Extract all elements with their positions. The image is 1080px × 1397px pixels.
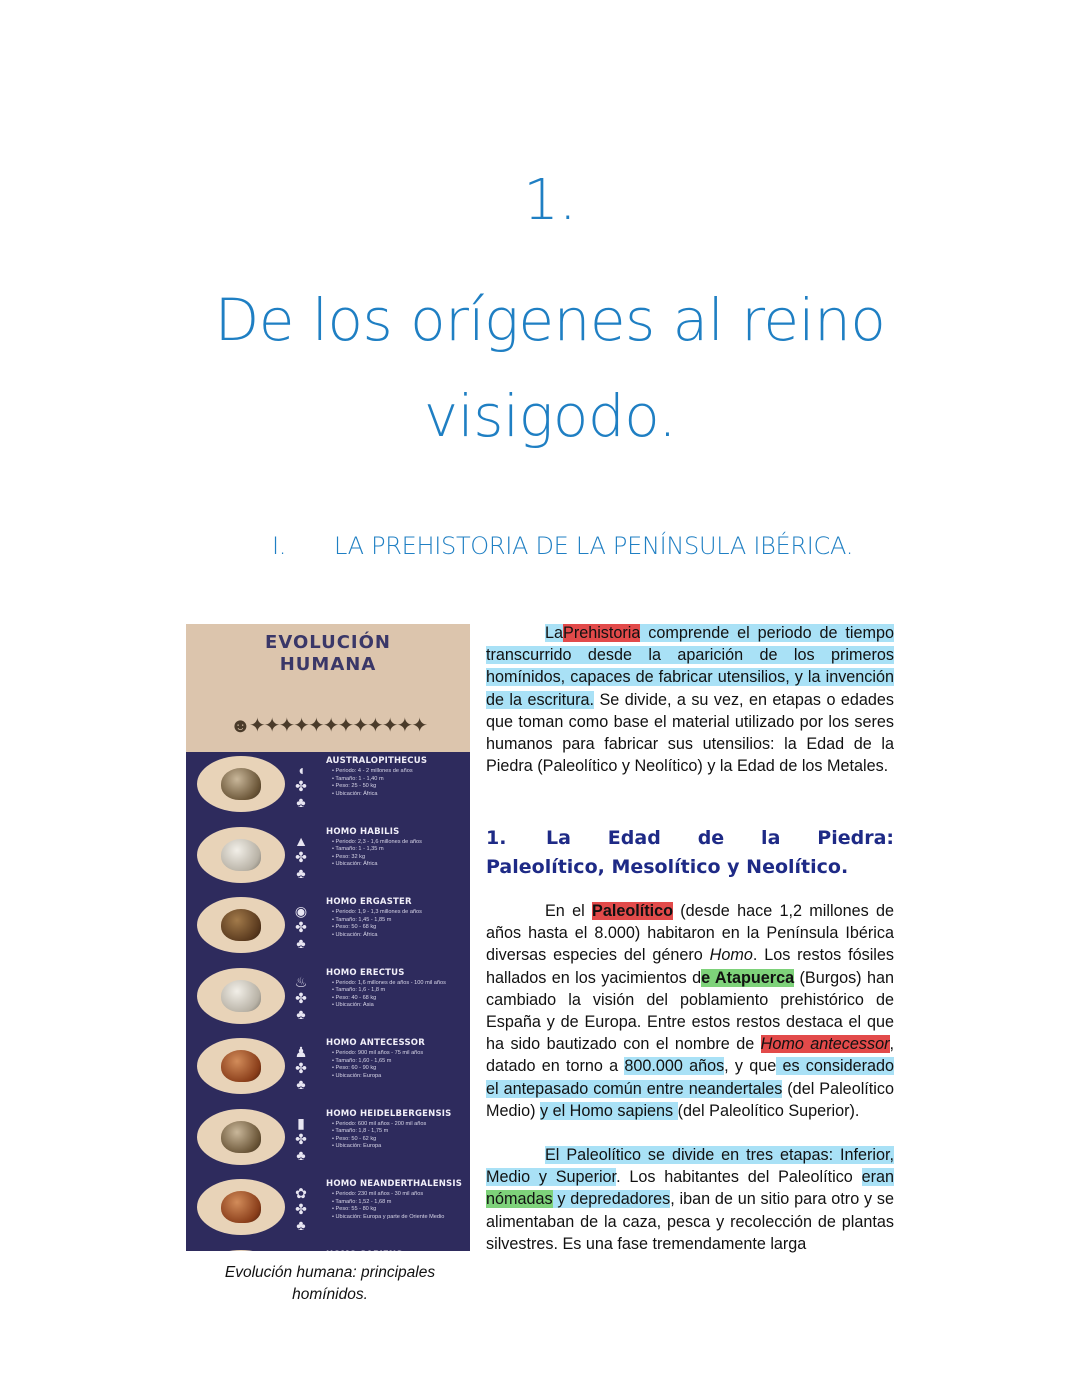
chapter-title: De los orígenes al reino visigodo.: [214, 286, 886, 450]
hominid-fact: • Peso: 60 - 90 kg: [332, 1065, 462, 1073]
hominid-row: [186, 960, 470, 1031]
paragraph-paleolitico: [486, 900, 894, 1122]
speech-icon: ◉ ✤ ♣: [294, 903, 308, 951]
hominid-fact: • Periodo: 2,3 - 1,6 millones de años: [332, 839, 462, 847]
skull-icon: [221, 768, 261, 800]
hominid-name: HOMO HABILIS: [326, 826, 400, 837]
para1-c-text: comprende el periodo de tiempo transcurrido desde la aparición de los primeros homínidos, capaces de fabricar utensilios, y la invención de la escritura.: [486, 624, 894, 709]
evolution-infographic: [186, 624, 470, 1251]
hominid-row: [186, 889, 470, 960]
term-nomadas: nómadas: [486, 1190, 553, 1209]
hominid-row: [186, 819, 470, 890]
infographic-title-line1: EVOLUCIÓN: [265, 632, 391, 653]
skull-portrait: [197, 897, 285, 953]
hominid-facts: [332, 1050, 462, 1080]
hominid-row: [186, 1101, 470, 1172]
para2-n: y el Homo sapiens: [539, 1101, 678, 1120]
subheading-title: La Edad de la Piedra: Paleolítico, Mesolítico y Neolítico.: [486, 827, 894, 878]
hominid-fact: • Tamaño: 1,6 - 1,8 m: [332, 987, 462, 995]
hominid-facts: [332, 909, 462, 939]
hominid-list: [186, 748, 470, 1251]
skull-portrait: [197, 1109, 285, 1165]
hominid-fact: • Periodo: 1,9 - 1,3 millones de años: [332, 909, 462, 917]
para2-c: (desde hace 1,2 millones de años hasta el 8.000) habitaron en la Península Ibérica diversas especies del género: [486, 902, 894, 965]
skull-portrait: [197, 1250, 285, 1252]
hominid-name: HOMO HEIDELBERGENSIS: [326, 1108, 452, 1119]
figure-caption: Evolución humana: principales homínidos.: [224, 1264, 436, 1303]
hominid-row: [186, 1242, 470, 1252]
para2-a: En el: [545, 902, 593, 920]
para3-a: El Paleolítico se divide en tres etapas: Inferior, Medio y Superior: [486, 1146, 894, 1187]
hominid-fact: • Peso: 40 - 68 kg: [332, 995, 462, 1003]
hominid-fact: • Peso: 25 - 50 kg: [332, 783, 462, 791]
grave-icon: ▮ ✤ ♣: [295, 1114, 307, 1163]
hominid-fact: • Periodo: 600 mil años - 200 mil años: [332, 1121, 462, 1129]
term-prehistoria: Prehistoria: [563, 624, 641, 642]
section-heading: [272, 532, 853, 560]
fire-icon: ♨ ✤ ♣: [294, 973, 308, 1022]
hominid-fact: • Ubicación: Asia: [332, 1002, 462, 1010]
hominid-row: [186, 1171, 470, 1242]
hominid-fact: • Periodo: 900 mil años - 75 mil años: [332, 1050, 462, 1058]
hominid-fact: • Tamaño: 1 - 1,40 m: [332, 776, 462, 784]
hominid-fact: • Periodo: 1,6 millones de años - 100 mil años: [332, 980, 462, 988]
term-800000: 800.000 años: [624, 1057, 725, 1076]
term-atapuerca: e Atapuerca: [701, 968, 795, 987]
skull-icon: [221, 1121, 261, 1153]
para2-k: , y que: [724, 1057, 777, 1076]
hominid-fact: • Ubicación: Europa: [332, 1143, 462, 1151]
hominid-fact: • Tamaño: 1,52 - 1,68 m: [332, 1199, 462, 1207]
para3-c: eran: [861, 1168, 894, 1187]
hominid-fact: • Ubicación: África: [332, 932, 462, 940]
skull-portrait: [197, 968, 285, 1024]
para2-m: (del Paleolítico Medio): [486, 1079, 894, 1120]
para3-b: . Los habitantes del Paleolítico: [616, 1168, 862, 1187]
stone-tool-icon: ▲ ✤ ♣: [294, 832, 308, 881]
hominid-fact: • Periodo: 230 mil años - 30 mil años: [332, 1191, 462, 1199]
section-number: I.: [272, 532, 287, 560]
skull-icon: [221, 1050, 261, 1082]
hominid-facts: [332, 768, 462, 798]
hominid-name: AUSTRALOPITHECUS: [326, 756, 428, 766]
para2-g: (Burgos) han cambiado la visión del poblamiento prehistórico de España y de Europa. Entre estos restos destaca el que ha sido bautizado con el nombre de: [486, 968, 894, 1054]
skull-icon: [221, 1191, 261, 1223]
hominid-name: [326, 1250, 403, 1252]
skull-portrait: [197, 1179, 285, 1235]
hominid-name: HOMO ANTECESSOR: [326, 1038, 425, 1048]
skull-icon: [221, 909, 261, 941]
hominid-fact: • Peso: 32 kg: [332, 854, 462, 862]
term-homo: Homo: [709, 946, 753, 965]
hominid-fact: • Ubicación: Europa: [332, 1073, 462, 1081]
hominid-fact: • Tamaño: 1,8 - 1,75 m: [332, 1128, 462, 1136]
hominid-name: HOMO NEANDERTHALENSIS: [326, 1179, 463, 1189]
paragraph-prehistoria: [486, 622, 894, 777]
brain-icon: ✿ ✤ ♣: [295, 1185, 307, 1233]
skull-portrait: [197, 756, 285, 812]
hominid-fact: • Periodo: 4 - 2 millones de años: [332, 768, 462, 776]
term-homo-antecessor: Homo antecessor: [760, 1035, 890, 1054]
hominid-fact: • Ubicación: Europa y parte de Oriente Medio: [332, 1214, 462, 1222]
hominid-fact: • Ubicación: África: [332, 791, 462, 799]
chapter-number: 1.: [523, 168, 577, 233]
hominid-fact: • Tamaño: 1,60 - 1,65 m: [332, 1058, 462, 1066]
hominid-fact: • Ubicación: África: [332, 861, 462, 869]
para2-o: (del Paleolítico Superior).: [677, 1101, 860, 1120]
hominid-facts: [332, 1121, 462, 1151]
hominid-facts: [332, 1191, 462, 1221]
hominid-fact: • Peso: 50 - 68 kg: [332, 924, 462, 932]
hominid-facts: [332, 980, 462, 1010]
hominid-fact: • Peso: 55 - 80 kg: [332, 1206, 462, 1214]
paragraph-etapas: [486, 1144, 894, 1255]
hominid-row: [186, 748, 470, 819]
hominid-fact: • Tamaño: 1,45 - 1,85 m: [332, 917, 462, 925]
hominid-fact: • Peso: 50 - 62 kg: [332, 1136, 462, 1144]
skull-icon: [221, 980, 261, 1012]
skull-portrait: [197, 1038, 285, 1094]
para3-e: y depredadores: [552, 1190, 671, 1209]
footprint-icon: ◖ ✤ ♣: [295, 762, 307, 810]
skull-icon: [221, 839, 261, 871]
subheading-edad-piedra: [486, 824, 894, 882]
infographic-title-line2: HUMANA: [279, 654, 377, 675]
para1-d: Se divide, a su vez, en etapas o edades que toman como base el material utilizado por los seres humanos para fabricar sus utensilios: la Edad de la Piedra (Paleolítico y Neolítico) y la Edad de los Metales.: [486, 690, 894, 776]
hominid-fact: • Tamaño: 1 - 1,35 m: [332, 846, 462, 854]
para2-l: es considerado el antepasado común entre neandertales: [486, 1057, 894, 1098]
hominid-name: HOMO ERGASTER: [326, 897, 412, 907]
para2-e: . Los restos fósiles hallados en los yacimientos d: [486, 946, 894, 987]
infographic-header: [186, 624, 470, 708]
people-icon: ♟ ✤ ♣: [294, 1044, 308, 1092]
hominid-name: HOMO ERECTUS: [326, 967, 405, 978]
section-title: LA PREHISTORIA DE LA PENÍNSULA IBÉRICA.: [334, 532, 854, 560]
hominid-row: [186, 1030, 470, 1101]
evolution-figures-strip: ☻✦✦✦✦✦✦✦✦✦✦✦✦: [186, 708, 470, 748]
skull-portrait: [197, 827, 285, 883]
para2-i: , datado en torno a: [486, 1035, 894, 1076]
para1-a: La: [545, 624, 564, 642]
term-paleolitico: Paleolítico: [592, 902, 673, 920]
subheading-number: 1.: [486, 827, 507, 849]
para3-f: , iban de un sitio para otro y se alimentaban de la caza, pesca y recolección de plantas silvestres. Es una fase tremendamente larga: [486, 1190, 894, 1253]
hominid-facts: [332, 839, 462, 869]
